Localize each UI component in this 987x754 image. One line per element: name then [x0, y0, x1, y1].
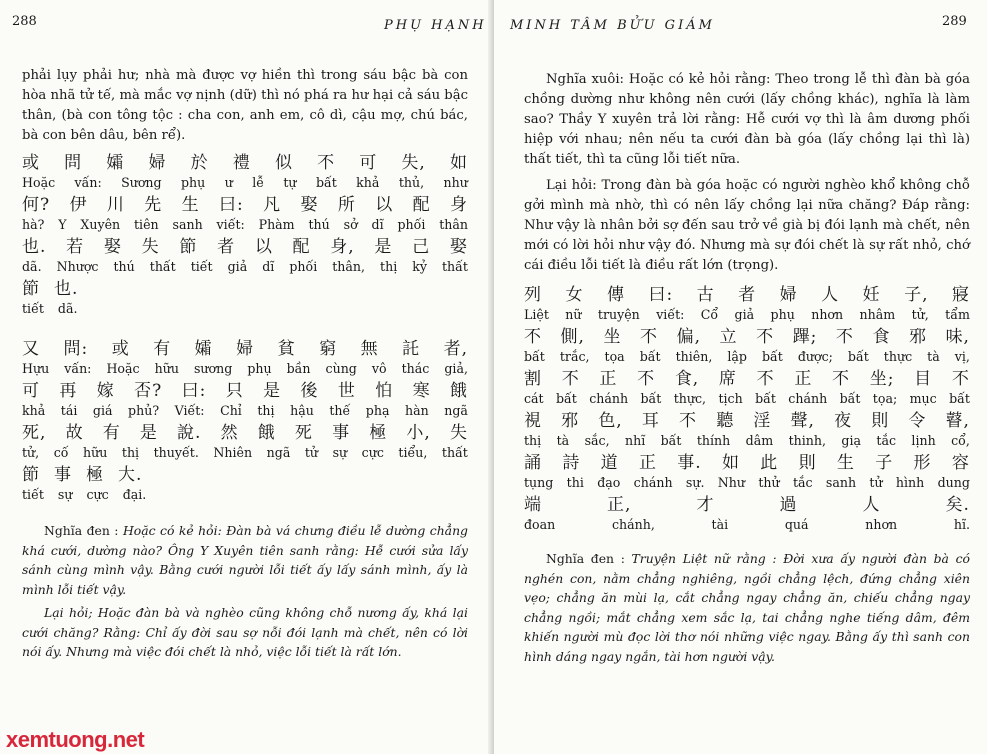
hanviet-chinese-line: 死, 故 有 是 說. 然 餓 死 事 極 小, 失 [22, 423, 468, 443]
nghia-den-text-1: Hoặc có kẻ hỏi: Đàn bà vá chưng điều lễ dường chẳng khá cưới, dường nào? Ông Y Xuyên tiên sanh rằng: Hễ cưới sửa lấy sánh cùng mình vậy. Bằng cưới người lỗi tiết ấy lấy sánh mình, ấy là mình lỗi tiết vậy. [22, 523, 468, 597]
nghia-den-label: Nghĩa đen : [44, 523, 119, 538]
hanviet-chinese-line: 又 問: 或 有 孀 婦 貧 窮 無 託 者, [22, 339, 468, 359]
right-page [494, 0, 987, 754]
hanviet-transliteration-line: thị tà sắc, nhĩ bất thính dâm thinh, giạ tắc lịnh cổ, [524, 433, 970, 448]
nghia-xuoi-text: Hoặc có kẻ hỏi rằng: Theo trong lễ thì đàn bà góa chồng dường như không nên cưới (lấy chồng khác), nghĩa là làm sao? Thầy Y xuyên trả lời rằng: Hễ cưới vợ thì là âm dương phối hiệp với nhau; nên nếu ta cưới đàn bà góa (lấy chồng lại thì là) thất tiết, thì ta cũng lỗi tiết nữa. [524, 72, 970, 167]
hanviet-transliteration-line: đoan chánh, tài quá nhơn hĩ. [524, 517, 970, 532]
hanviet-chinese-line: 列 女 傳 曰: 古 者 婦 人 妊 子, 寢 [524, 285, 970, 305]
hanviet-chinese-line: 割 不 正 不 食, 席 不 正 不 坐; 目 不 [524, 369, 970, 389]
right-nghia-den-label: Nghĩa đen : [546, 551, 625, 566]
hanviet-transliteration-line: tụng thi đạo chánh sự. Như thử tắc sanh tử hình dung [524, 475, 970, 490]
hanviet-passage-3 [524, 284, 970, 536]
right-page-number: 289 [942, 14, 967, 29]
hanviet-transliteration-line: khả tái giá phủ? Viết: Chỉ thị hậu thế phạ hàn ngã [22, 403, 468, 418]
hanviet-chinese-line: 可 再 嫁 否? 曰: 只 是 後 世 怕 寒 餓 [22, 381, 468, 401]
hanviet-transliteration-line: Hoặc vấn: Sương phụ ư lễ tự bất khả thủ, như [22, 175, 468, 190]
left-page-number: 288 [12, 14, 37, 29]
left-nghia-den-block [22, 521, 468, 662]
nghia-xuoi-paragraph [524, 70, 970, 170]
hanviet-transliteration-line: dã. Nhược thú thất tiết giả dĩ phối thân, thị kỷ thất [22, 259, 468, 274]
hanviet-chinese-line: 不 側, 坐 不 偏, 立 不 蹕; 不 食 邪 味, [524, 327, 970, 347]
hanviet-chinese-line: 節 事 極 大. [22, 465, 143, 485]
left-intro-block [22, 66, 468, 146]
hanviet-chinese-line: 何? 伊 川 先 生 曰: 凡 娶 所 以 配 身 [22, 195, 468, 215]
hanviet-chinese-line: 視 邪 色, 耳 不 聽 淫 聲, 夜 則 令 瞽, [524, 411, 970, 431]
hanviet-transliteration-line: tử, cố hữu thị thuyết. Nhiên ngã tử sự cực tiểu, thất [22, 445, 468, 460]
nghia-xuoi-label: Nghĩa xuôi: [546, 72, 624, 87]
hanviet-transliteration-line: hà? Y Xuyên tiên sanh viết: Phàm thú sở dĩ phối thân [22, 217, 468, 232]
hanviet-chinese-line: 也. 若 娶 失 節 者 以 配 身, 是 己 娶 [22, 237, 468, 257]
hanviet-chinese-line: 誦 詩 道 正 事. 如 此 則 生 子 形 容 [524, 453, 970, 473]
left-page [0, 0, 492, 754]
hanviet-chinese-line: 或 問 孀 婦 於 禮 似 不 可 失, 如 [22, 153, 468, 173]
right-running-head: MINH TÂM BỬU GIÁM [510, 18, 715, 33]
hanviet-passage-2 [22, 338, 468, 506]
nghia-den-paragraph-1 [22, 521, 468, 599]
hanviet-transliteration-line: tiết sự cực đại. [22, 487, 147, 502]
left-running-head: PHỤ HẠNH [384, 18, 487, 33]
nghia-den-paragraph-2: Lại hỏi; Hoặc đàn bà và nghèo cũng không chỗ nương ấy, khá lại cưới chăng? Rằng: Chỉ ấy đời sau sợ nỗi đói lạnh mà chết, nên có lời nói ấy. Nhưng mà việc đói chết là nhỏ, việc lỗi tiết là rất lớn. [22, 605, 468, 659]
hanviet-chinese-line: 節 也. [22, 279, 79, 299]
hanviet-chinese-line: 端 正, 才 過 人 矣. [524, 495, 970, 515]
right-nghia-xuoi-block [524, 70, 970, 276]
intro-paragraph: phải lụy phải hư; nhà mà được vợ hiền thì trong sáu bậc bà con hòa nhã tử tế, mà mắc vợ nịnh (dữ) thì nó phá ra hư hại cả sáu bậc thân, (bà con tông tộc : cha con, anh em, cô dì, cậu mợ, chú bác, bà con bên dâu, bên rể). [22, 68, 468, 143]
hanviet-transliteration-line: Liệt nữ truyện viết: Cổ giả phụ nhơn nhâm tử, tẩm [524, 307, 970, 322]
right-nghia-den-paragraph [524, 549, 970, 666]
hanviet-transliteration-line: Hựu vấn: Hoặc hữu sương phụ bần cùng vô thác giả, [22, 361, 468, 376]
right-nghia-den-block [524, 549, 970, 666]
hanviet-transliteration-line: bất trắc, tọa bất thiên, lập bất được; bất thực tà vị, [524, 349, 970, 364]
lai-hoi-paragraph: Lại hỏi: Trong đàn bà góa hoặc có người nghèo khổ không chỗ gởi mình mà nhờ, thì có nên lấy chồng lại nữa chăng? Đáp rằng: Như vậy là nhân bởi sợ đến sau trở về già bị đói lạnh mà chết, nên mới có lời hỏi như vậy đó. Nhưng mà sự đói chết là sự rất nhỏ, chớ cái điều lỗi tiết là điều rất lớn (trọng). [524, 178, 970, 273]
hanviet-transliteration-line: cát bất chánh bất thực, tịch bất chánh bất tọa; mục bất [524, 391, 970, 406]
right-nghia-den-text: Truyện Liệt nữ rằng : Đời xưa ấy người đàn bà có nghén con, nằm chẳng nghiêng, ngồi chẳng lệch, đứng chẳng xiên vẹo; chẳng ăn mùi lạ, cắt chẳng ngay chẳng ăn, chiếu chẳng ngay chẳng ngồi; mắt chẳng xem sắc lạ, tai chẳng nghe tiếng dâm, đêm khiến người mù đọc lời thơ nói những việc ngay. Bằng ấy thì sanh con hình dáng ngay ngắn, tài hơn người vậy. [524, 551, 970, 664]
hanviet-passage-1 [22, 152, 468, 320]
site-watermark: xemtuong.net [6, 727, 145, 752]
hanviet-transliteration-line: tiết dã. [22, 301, 78, 316]
